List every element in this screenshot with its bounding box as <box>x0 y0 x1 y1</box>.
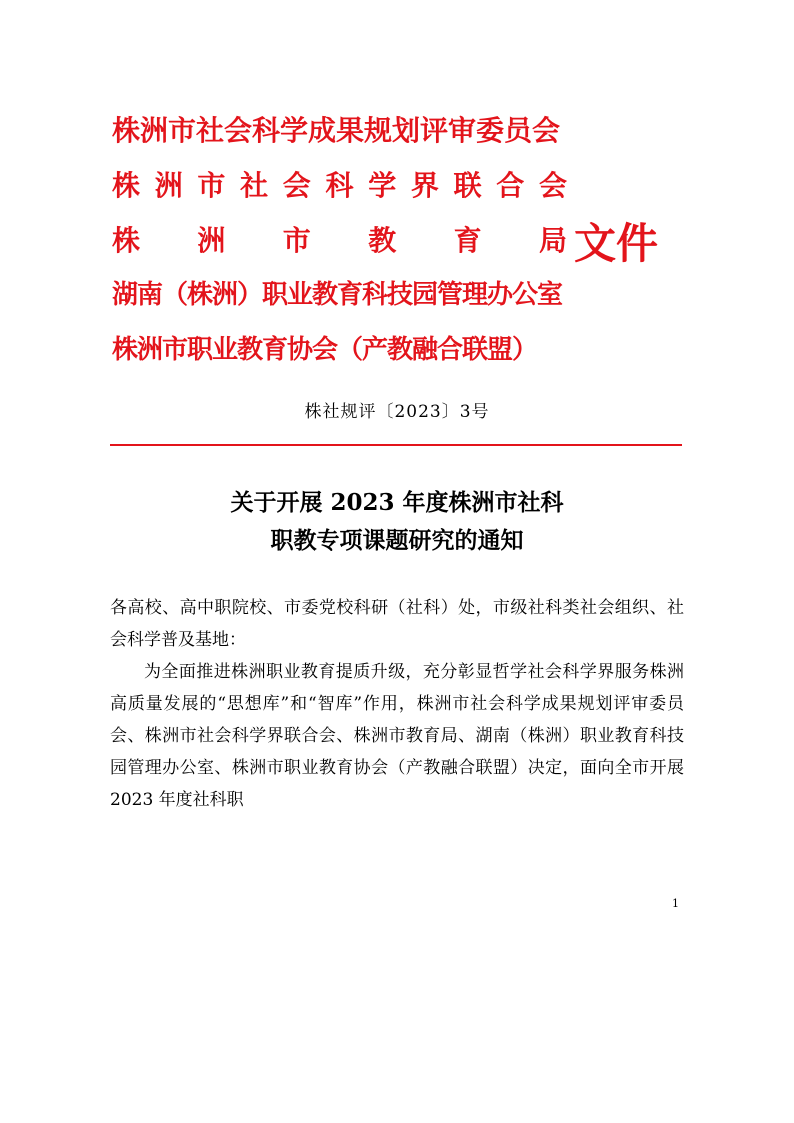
page-number: 1 <box>672 897 679 910</box>
issuer-line: 湖南（株洲）职业教育科技园管理办公室 <box>112 280 563 310</box>
document-body <box>110 592 684 816</box>
issuer-line: 株洲市社会科学界联合会 <box>112 169 567 202</box>
issuer-line: 株洲市社会科学成果规划评审委员会 <box>112 114 561 147</box>
title-line: 关于开展 2023 年度株洲市社科 <box>230 489 564 516</box>
title-line: 职教专项课题研究的通知 <box>270 527 524 554</box>
body-paragraph: 为全面推进株洲职业教育提质升级，充分彰显哲学社会科学界服务株洲高质量发展的“思想库”和“智库”作用，株洲市社会科学成果规划评审委员会、株洲市社会科学界联合会、株洲市教育局、湖南（株洲）职业教育科技园管理办公室、株洲市职业教育协会（产教融合联盟）决定，面向全市开展 2023 年度社科职 <box>110 662 684 810</box>
issuer-line: 株洲市职业教育协会（产教融合联盟） <box>112 335 538 365</box>
document-label: 文件 <box>574 219 659 268</box>
recipients: 各高校、高中职院校、市委党校科研（社科）处，市级社科类社会组织、社会科学普及基地： <box>110 598 684 650</box>
document-number: 株社规评〔2023〕3号 <box>304 402 490 422</box>
red-divider <box>110 444 682 446</box>
issuer-line: 株洲市教育局 <box>112 224 567 257</box>
red-header <box>112 103 682 393</box>
issuer-list <box>112 103 567 378</box>
document-title <box>0 484 794 560</box>
